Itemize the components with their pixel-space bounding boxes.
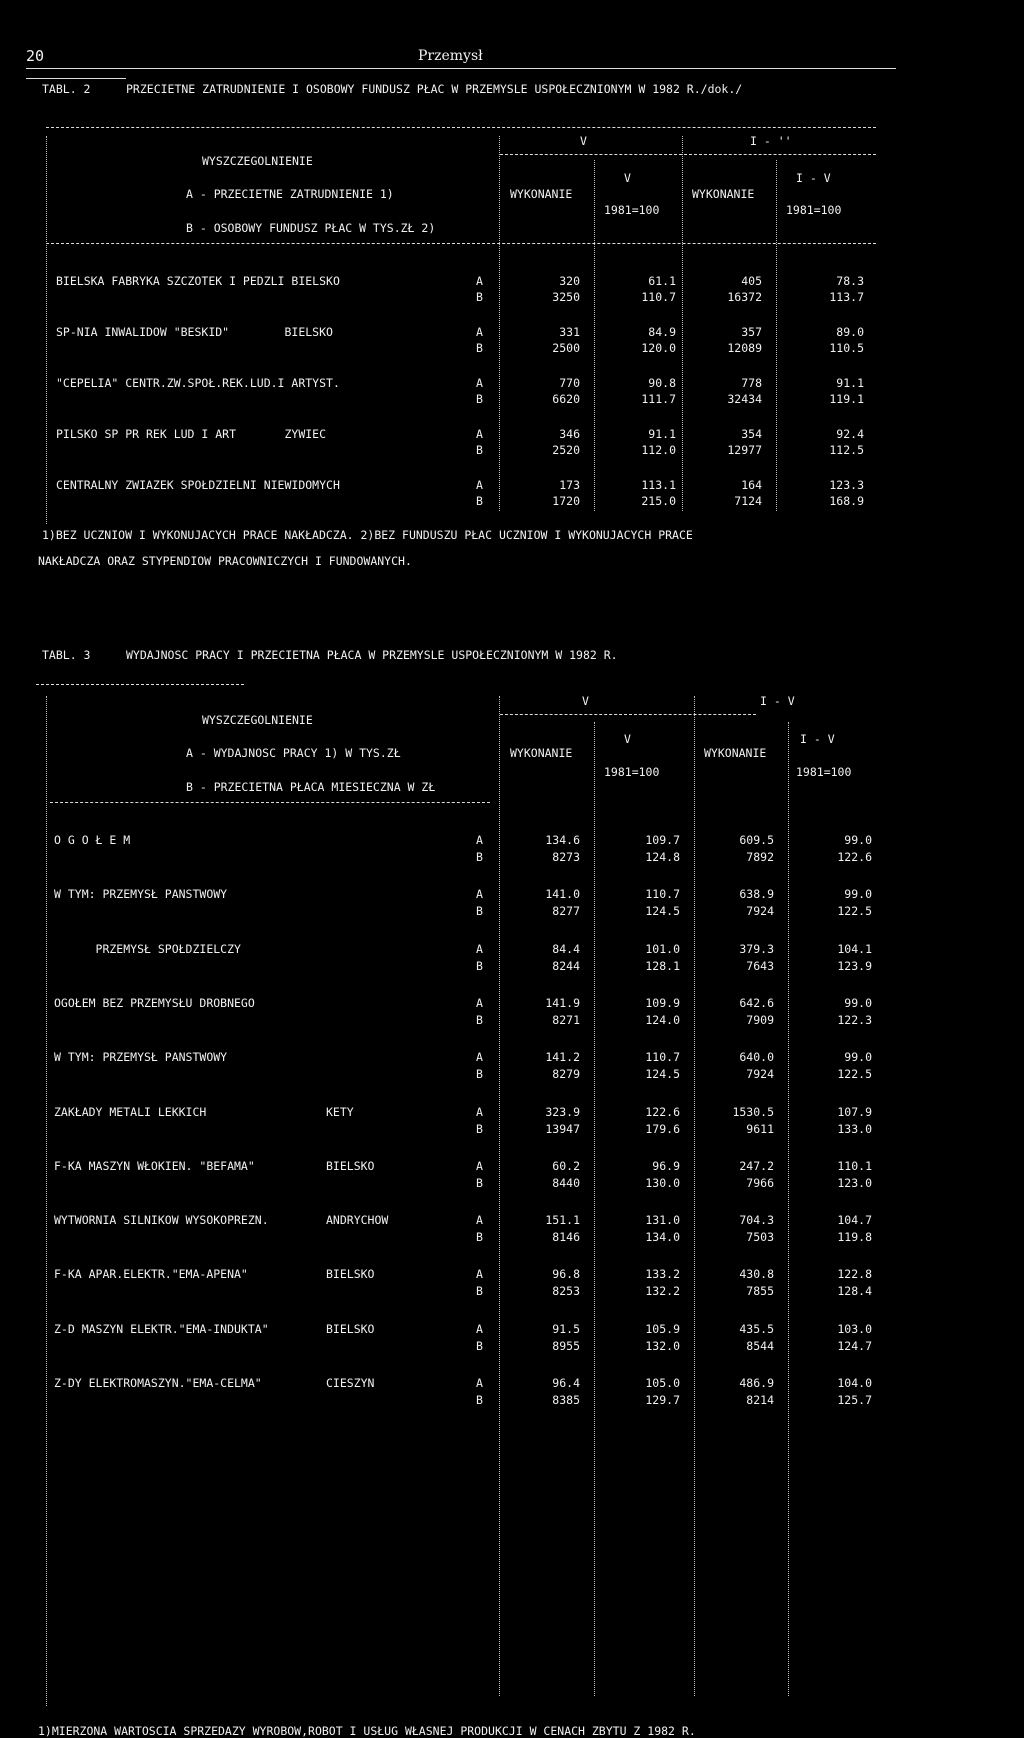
- row-label: CENTRALNY ZWIAZEK SPOŁDZIELNI NIEWIDOMYCH: [56, 478, 340, 492]
- row-label: Z-DY ELEKTROMASZYN."EMA-CELMA": [54, 1376, 262, 1390]
- row-label: WYTWORNIA SILNIKOW WYSOKOPREZN.: [54, 1213, 269, 1228]
- row-label: PILSKO SP PR REK LUD I ART ZYWIEC: [56, 427, 327, 441]
- cell-a-index-i-v: 78.3: [836, 274, 864, 288]
- cell-b-wykonanie-v: 8273: [552, 850, 580, 864]
- row-code-b: B: [476, 850, 483, 864]
- cell-a-wykonanie-v: 96.4: [552, 1376, 580, 1390]
- cell-a-index-v: 84.9: [648, 325, 676, 339]
- cell-a-wykonanie-i-v: 379.3: [739, 941, 774, 956]
- row-code-b: B: [476, 392, 483, 406]
- col-header-wyk-1: WYKONANIE: [510, 746, 573, 760]
- cell-b-index-v: 124.8: [645, 850, 680, 864]
- cell-b-wykonanie-v: 8277: [552, 904, 580, 919]
- cell-a-index-v: 131.0: [645, 1213, 680, 1228]
- cell-b-index-v: 120.0: [641, 341, 676, 355]
- cell-b-index-v: 112.0: [641, 443, 676, 457]
- table-3-title: WYDAJNOSC PRACY I PRZECIETNA PŁACA W PRZEMYSLE USPOŁECZNIONYM W 1982 R.: [126, 648, 618, 662]
- table-2-title: PRZECIETNE ZATRUDNIENIE I OSOBOWY FUNDUSZ PŁAC W PRZEMYSLE USPOŁECZNIONYM W 1982 R./dok./: [126, 82, 743, 96]
- cell-a-wykonanie-v: 173: [559, 478, 580, 492]
- table-2-footnote-1: 1)BEZ UCZNIOW I WYKONUJACYCH PRACE NAKŁADCZA. 2)BEZ FUNDUSZU PŁAC UCZNIOW I WYKONUJACYCH PRACE: [42, 528, 693, 542]
- cell-b-wykonanie-i-v: 7892: [746, 850, 774, 864]
- cell-a-wykonanie-i-v: 354: [741, 427, 762, 441]
- cell-a-wykonanie-i-v: 778: [741, 376, 762, 390]
- cell-b-wykonanie-i-v: 7503: [746, 1230, 774, 1245]
- cell-b-wykonanie-i-v: 8214: [746, 1393, 774, 1407]
- row-label: W TYM: PRZEMYSŁ PANSTWOWY: [54, 887, 228, 902]
- cell-b-index-v: 124.5: [645, 1067, 680, 1082]
- cell-a-index-i-v: 91.1: [836, 376, 864, 390]
- row-code-a: A: [476, 941, 483, 956]
- header-label: WYSZCZEGOLNIENIE: [202, 154, 313, 168]
- cell-b-wykonanie-i-v: 12089: [727, 341, 762, 355]
- legend-b: B - PRZECIETNA PŁACA MIESIECZNA W ZŁ: [186, 780, 436, 794]
- sub-header-month: V: [624, 171, 631, 185]
- row-code-b: B: [476, 290, 483, 304]
- cell-a-index-v: 113.1: [641, 478, 676, 492]
- row-code-b: B: [476, 1121, 483, 1136]
- cell-b-wykonanie-i-v: 32434: [727, 392, 762, 406]
- sub-header-cumulative: I - V: [800, 732, 835, 746]
- cell-b-wykonanie-i-v: 7924: [746, 1067, 774, 1082]
- cell-b-wykonanie-v: 8271: [552, 1012, 580, 1027]
- cell-b-wykonanie-v: 8955: [552, 1338, 580, 1353]
- cell-a-index-v: 96.9: [652, 1158, 680, 1173]
- cell-b-index-v: 110.7: [641, 290, 676, 304]
- row-label: SP-NIA INWALIDOW "BESKID" BIELSKO: [56, 325, 333, 339]
- col-header-wyk-1: WYKONANIE: [510, 187, 573, 201]
- cell-a-index-v: 109.7: [645, 833, 680, 847]
- cell-a-wykonanie-v: 151.1: [545, 1213, 580, 1228]
- cell-a-index-v: 90.8: [648, 376, 676, 390]
- cell-a-wykonanie-i-v: 638.9: [739, 887, 774, 902]
- row-label: BIELSKA FABRYKA SZCZOTEK I PEDZLI BIELSKO: [56, 274, 340, 288]
- cell-a-index-v: 110.7: [645, 887, 680, 902]
- cell-a-index-v: 105.9: [645, 1321, 680, 1336]
- title-rule: [26, 78, 126, 79]
- cell-a-wykonanie-i-v: 640.0: [739, 1050, 774, 1065]
- row-label: OGOŁEM BEZ PRZEMYSŁU DROBNEGO: [54, 995, 255, 1010]
- cell-a-index-v: 91.1: [648, 427, 676, 441]
- row-city: ANDRYCHOW: [326, 1213, 389, 1228]
- table-3-number: TABL. 3: [42, 648, 91, 662]
- row-code-a: A: [476, 1050, 483, 1065]
- row-code-a: A: [476, 274, 483, 288]
- legend-a: A - WYDAJNOSC PRACY 1) W TYS.ZŁ: [186, 746, 401, 760]
- row-code-a: A: [476, 1213, 483, 1228]
- cell-a-index-i-v: 104.1: [837, 941, 872, 956]
- cell-a-index-i-v: 99.0: [844, 995, 872, 1010]
- cell-b-index-v: 134.0: [645, 1230, 680, 1245]
- table-3-footnote: 1)MIERZONA WARTOSCIA SPRZEDAZY WYROBOW,ROBOT I USŁUG WŁASNEJ PRODUKCJI W CENACH ZBYTU Z 1982 R.: [38, 1724, 696, 1738]
- row-code-b: B: [476, 1393, 483, 1407]
- row-code-b: B: [476, 1230, 483, 1245]
- cell-b-wykonanie-v: 8244: [552, 958, 580, 973]
- cell-b-wykonanie-i-v: 9611: [746, 1121, 774, 1136]
- row-city: CIESZYN: [326, 1376, 375, 1390]
- row-label: F-KA APAR.ELEKTR."EMA-APENA": [54, 1267, 248, 1282]
- cell-b-wykonanie-v: 3250: [552, 290, 580, 304]
- cell-a-index-i-v: 104.0: [837, 1376, 872, 1390]
- cell-b-index-v: 111.7: [641, 392, 676, 406]
- cell-a-index-i-v: 122.8: [837, 1267, 872, 1282]
- row-code-b: B: [476, 1338, 483, 1353]
- cell-b-wykonanie-v: 8279: [552, 1067, 580, 1082]
- cell-a-wykonanie-v: 320: [559, 274, 580, 288]
- col-header-wyk-2: WYKONANIE: [692, 187, 755, 201]
- legend-a: A - PRZECIETNE ZATRUDNIENIE 1): [186, 187, 394, 201]
- row-label: ZAKŁADY METALI LEKKICH: [54, 1104, 207, 1119]
- row-code-a: A: [476, 1376, 483, 1390]
- cell-a-wykonanie-i-v: 247.2: [739, 1158, 774, 1173]
- row-code-b: B: [476, 341, 483, 355]
- cell-a-index-v: 110.7: [645, 1050, 680, 1065]
- cell-b-wykonanie-v: 13947: [545, 1121, 580, 1136]
- cell-a-index-i-v: 89.0: [836, 325, 864, 339]
- row-label: W TYM: PRZEMYSŁ PANSTWOWY: [54, 1050, 228, 1065]
- cell-b-index-i-v: 123.0: [837, 1175, 872, 1190]
- row-city: BIELSKO: [326, 1158, 375, 1173]
- row-label: Z-D MASZYN ELEKTR."EMA-INDUKTA": [54, 1321, 269, 1336]
- cell-b-wykonanie-i-v: 7124: [734, 494, 762, 508]
- cell-a-index-v: 122.6: [645, 1104, 680, 1119]
- row-code-b: B: [476, 1012, 483, 1027]
- row-code-a: A: [476, 478, 483, 492]
- cell-b-wykonanie-i-v: 16372: [727, 290, 762, 304]
- col-header-base-1: 1981=100: [604, 203, 660, 217]
- cell-a-index-v: 133.2: [645, 1267, 680, 1282]
- cell-b-index-i-v: 122.3: [837, 1012, 872, 1027]
- sub-header-cumulative: I - V: [796, 171, 831, 185]
- cell-a-index-i-v: 123.3: [829, 478, 864, 492]
- cell-b-wykonanie-i-v: 7966: [746, 1175, 774, 1190]
- cell-b-index-i-v: 168.9: [829, 494, 864, 508]
- row-code-a: A: [476, 1321, 483, 1336]
- cell-a-wykonanie-i-v: 164: [741, 478, 762, 492]
- col-header-base-1: 1981=100: [604, 765, 660, 779]
- cell-b-index-v: 179.6: [645, 1121, 680, 1136]
- cell-b-index-v: 124.0: [645, 1012, 680, 1027]
- row-code-a: A: [476, 1267, 483, 1282]
- cell-b-index-v: 129.7: [645, 1393, 680, 1407]
- row-city: BIELSKO: [326, 1267, 375, 1282]
- cell-b-wykonanie-v: 8253: [552, 1284, 580, 1299]
- cell-b-index-v: 132.2: [645, 1284, 680, 1299]
- cell-b-index-i-v: 119.8: [837, 1230, 872, 1245]
- cell-b-wykonanie-v: 6620: [552, 392, 580, 406]
- cell-a-wykonanie-i-v: 486.9: [739, 1376, 774, 1390]
- cell-a-index-i-v: 104.7: [837, 1213, 872, 1228]
- cell-a-index-v: 105.0: [645, 1376, 680, 1390]
- row-label: O G O Ł E M: [54, 833, 131, 847]
- cell-a-index-v: 109.9: [645, 995, 680, 1010]
- cell-a-wykonanie-v: 141.9: [545, 995, 580, 1010]
- cell-b-wykonanie-i-v: 12977: [727, 443, 762, 457]
- cell-a-wykonanie-v: 770: [559, 376, 580, 390]
- col-header-wyk-2: WYKONANIE: [704, 746, 767, 760]
- cell-b-wykonanie-i-v: 7855: [746, 1284, 774, 1299]
- cell-b-wykonanie-i-v: 8544: [746, 1338, 774, 1353]
- cell-a-index-i-v: 92.4: [836, 427, 864, 441]
- cell-b-index-i-v: 124.7: [837, 1338, 872, 1353]
- cell-a-wykonanie-i-v: 435.5: [739, 1321, 774, 1336]
- cell-b-wykonanie-v: 2520: [552, 443, 580, 457]
- header-label: WYSZCZEGOLNIENIE: [202, 713, 313, 727]
- row-code-b: B: [476, 1175, 483, 1190]
- cell-a-index-i-v: 99.0: [844, 1050, 872, 1065]
- cell-b-index-i-v: 110.5: [829, 341, 864, 355]
- running-title: Przemysł: [418, 48, 483, 64]
- row-code-b: B: [476, 494, 483, 508]
- row-city: BIELSKO: [326, 1321, 375, 1336]
- cell-a-wykonanie-v: 141.2: [545, 1050, 580, 1065]
- cell-b-wykonanie-v: 2500: [552, 341, 580, 355]
- row-code-a: A: [476, 887, 483, 902]
- cell-b-index-i-v: 128.4: [837, 1284, 872, 1299]
- cell-b-index-v: 128.1: [645, 958, 680, 973]
- cell-a-wykonanie-v: 134.6: [545, 833, 580, 847]
- cell-a-wykonanie-v: 331: [559, 325, 580, 339]
- cell-a-wykonanie-i-v: 357: [741, 325, 762, 339]
- cell-b-index-v: 130.0: [645, 1175, 680, 1190]
- group-header-cumulative: I - V: [760, 694, 795, 708]
- cell-a-index-v: 61.1: [648, 274, 676, 288]
- group-header-cumulative: I - '': [750, 134, 792, 148]
- cell-a-wykonanie-i-v: 405: [741, 274, 762, 288]
- cell-a-wykonanie-v: 323.9: [545, 1104, 580, 1119]
- cell-b-wykonanie-i-v: 7643: [746, 958, 774, 973]
- row-code-a: A: [476, 376, 483, 390]
- col-header-base-2: 1981=100: [786, 203, 842, 217]
- cell-a-index-v: 101.0: [645, 941, 680, 956]
- cell-a-wykonanie-v: 91.5: [552, 1321, 580, 1336]
- row-code-b: B: [476, 443, 483, 457]
- row-code-a: A: [476, 833, 483, 847]
- row-label: "CEPELIA" CENTR.ZW.SPOŁ.REK.LUD.I ARTYST.: [56, 376, 340, 390]
- cell-b-index-i-v: 113.7: [829, 290, 864, 304]
- cell-a-wykonanie-v: 60.2: [552, 1158, 580, 1173]
- row-label: F-KA MASZYN WŁOKIEN. "BEFAMA": [54, 1158, 255, 1173]
- table-2-footnote-2: NAKŁADCZA ORAZ STYPENDIOW PRACOWNICZYCH I FUNDOWANYCH.: [38, 554, 412, 568]
- page-number: 20: [26, 47, 45, 65]
- row-code-a: A: [476, 1104, 483, 1119]
- cell-a-wykonanie-v: 84.4: [552, 941, 580, 956]
- sub-header-month: V: [624, 732, 631, 746]
- cell-a-wykonanie-i-v: 704.3: [739, 1213, 774, 1228]
- row-label: PRZEMYSŁ SPOŁDZIELCZY: [54, 941, 241, 956]
- cell-a-wykonanie-v: 96.8: [552, 1267, 580, 1282]
- cell-b-index-i-v: 122.5: [837, 1067, 872, 1082]
- cell-a-wykonanie-v: 346: [559, 427, 580, 441]
- cell-b-index-i-v: 123.9: [837, 958, 872, 973]
- cell-b-index-i-v: 119.1: [829, 392, 864, 406]
- cell-b-index-i-v: 122.5: [837, 904, 872, 919]
- cell-b-index-v: 124.5: [645, 904, 680, 919]
- cell-b-wykonanie-v: 1720: [552, 494, 580, 508]
- row-code-a: A: [476, 427, 483, 441]
- cell-a-wykonanie-v: 141.0: [545, 887, 580, 902]
- cell-a-index-i-v: 107.9: [837, 1104, 872, 1119]
- cell-b-wykonanie-v: 8146: [552, 1230, 580, 1245]
- group-header-month: V: [582, 694, 589, 708]
- cell-b-wykonanie-i-v: 7909: [746, 1012, 774, 1027]
- cell-a-wykonanie-i-v: 609.5: [739, 833, 774, 847]
- row-code-b: B: [476, 958, 483, 973]
- row-code-b: B: [476, 1067, 483, 1082]
- table-2-number: TABL. 2: [42, 82, 91, 96]
- cell-b-index-i-v: 125.7: [837, 1393, 872, 1407]
- cell-a-index-i-v: 99.0: [844, 833, 872, 847]
- cell-b-index-v: 132.0: [645, 1338, 680, 1353]
- row-code-a: A: [476, 325, 483, 339]
- cell-b-wykonanie-v: 8440: [552, 1175, 580, 1190]
- header-rule: [26, 68, 896, 69]
- row-code-a: A: [476, 995, 483, 1010]
- cell-a-index-i-v: 103.0: [837, 1321, 872, 1336]
- row-city: KETY: [326, 1104, 354, 1119]
- cell-b-wykonanie-i-v: 7924: [746, 904, 774, 919]
- cell-b-index-i-v: 112.5: [829, 443, 864, 457]
- cell-b-index-v: 215.0: [641, 494, 676, 508]
- col-header-base-2: 1981=100: [796, 765, 852, 779]
- cell-b-wykonanie-v: 8385: [552, 1393, 580, 1407]
- cell-b-index-i-v: 122.6: [837, 850, 872, 864]
- cell-a-wykonanie-i-v: 1530.5: [732, 1104, 774, 1119]
- cell-a-wykonanie-i-v: 430.8: [739, 1267, 774, 1282]
- row-code-a: A: [476, 1158, 483, 1173]
- cell-a-index-i-v: 99.0: [844, 887, 872, 902]
- cell-b-index-i-v: 133.0: [837, 1121, 872, 1136]
- group-header-month: V: [580, 134, 587, 148]
- cell-a-index-i-v: 110.1: [837, 1158, 872, 1173]
- row-code-b: B: [476, 1284, 483, 1299]
- legend-b: B - OSOBOWY FUNDUSZ PŁAC W TYS.ZŁ 2): [186, 221, 436, 235]
- row-code-b: B: [476, 904, 483, 919]
- cell-a-wykonanie-i-v: 642.6: [739, 995, 774, 1010]
